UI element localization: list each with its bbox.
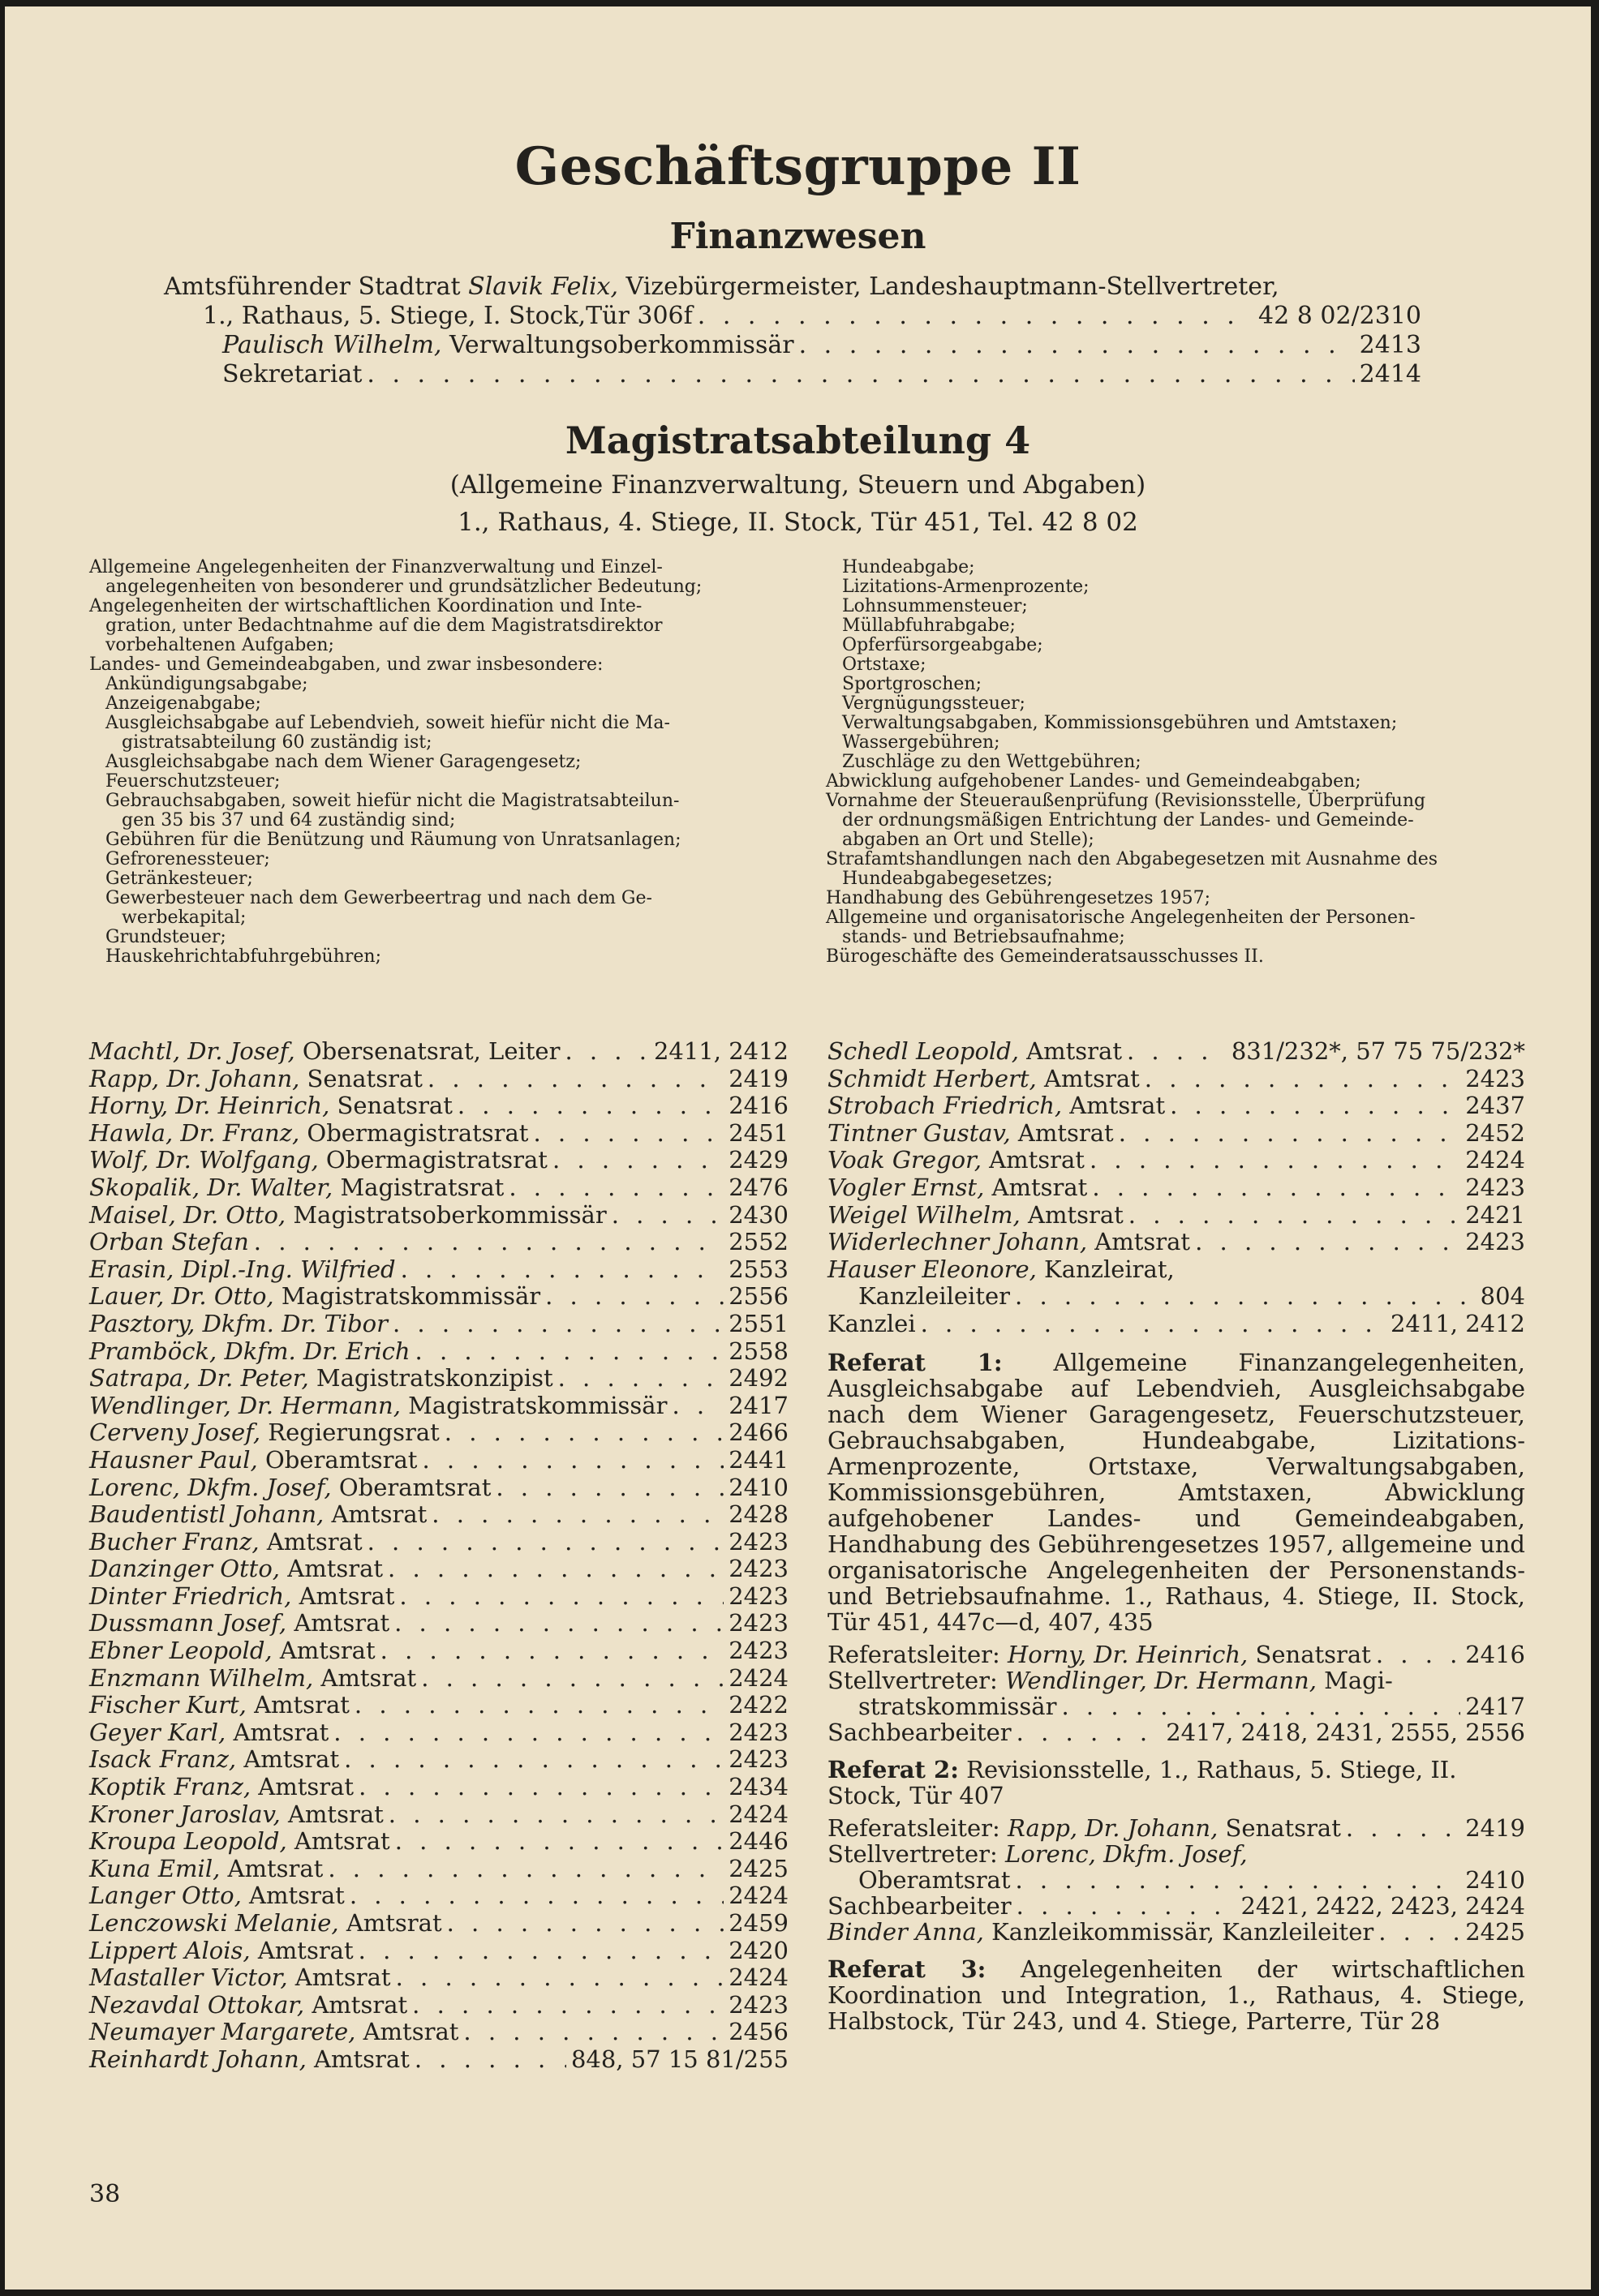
kanzlei-entry: Kanzlei . . . 2411, 2412 (827, 1311, 1525, 1338)
staff-phone: 2553 (729, 1255, 789, 1283)
staff-name: Widerlechner Johann, (827, 1228, 1088, 1256)
staff-title: Amtsrat (246, 1691, 350, 1719)
staff-row (89, 1583, 789, 1611)
staff-name: Machtl, Dr. Josef, (89, 1037, 295, 1065)
staff-phone: 2423 (729, 1527, 789, 1556)
staff-row (89, 1393, 789, 1420)
staff-phone: 2420 (729, 1936, 789, 1964)
staff-title: Amtsrat (259, 1527, 363, 1556)
duty-line: abgaben an Ort und Stelle); (842, 830, 1094, 850)
staff-title: Magistratsrat (333, 1173, 505, 1201)
staff-name: Enzmann Wilhelm, (89, 1663, 314, 1692)
staff-row (89, 1882, 789, 1910)
staff-phone: 2428 (729, 1500, 789, 1529)
staff-row (89, 1719, 789, 1747)
staff-row (89, 1610, 789, 1637)
staff-phone: 2423 (1465, 1173, 1525, 1201)
staff-row (827, 1120, 1525, 1148)
staff-row (89, 1938, 789, 1965)
staff-row (827, 1066, 1525, 1093)
staff-name: Lauer, Dr. Otto, (89, 1282, 274, 1311)
staff-name: Skopalik, Dr. Walter, (89, 1173, 333, 1201)
staff-phone: 2425 (729, 1854, 789, 1882)
staff-phone: 2411, 2412 (653, 1037, 789, 1065)
duty-line: Hundeabgabegesetzes; (842, 869, 1053, 889)
staff-row (89, 1256, 789, 1284)
department-title: Magistratsabteilung 4 (565, 418, 1031, 462)
staff-phone: 2417 (729, 1391, 789, 1419)
staff-title: Oberamtsrat (257, 1445, 418, 1474)
duty-line: Gebrauchsabgaben, soweit hiefür nicht die Magistratsabteilun- (105, 791, 680, 811)
staff-title: Obermagistratsrat (299, 1118, 529, 1147)
staff-phone: 2456 (729, 2018, 789, 2046)
duty-line: Vergnügungssteuer; (842, 693, 1025, 714)
staff-name: Lenczowski Melanie, (89, 1909, 339, 1937)
staff-title: Amtsrat (280, 1800, 384, 1828)
staff-phone: 2452 (1465, 1118, 1525, 1147)
staff-title: Amtsrat (236, 1745, 340, 1774)
staff-name: Wolf, Dr. Wolfgang, (89, 1146, 319, 1174)
staff-row (89, 1637, 789, 1665)
staff-row (827, 1038, 1525, 1066)
staff-title: Magistratskonzipist (308, 1364, 553, 1393)
staff-row (89, 1147, 789, 1174)
duty-line: Opferfürsorgeabgabe; (842, 635, 1043, 655)
staff-name: Geyer Karl, (89, 1718, 226, 1746)
staff-row (89, 1992, 789, 2019)
staff-name: Isack Franz, (89, 1745, 237, 1774)
department-description: (Allgemeine Finanzverwaltung, Steuern und Abgaben) (449, 470, 1146, 500)
staff-name: Pramböck, Dkfm. Dr. Erich (89, 1337, 410, 1365)
staff-name: Ebner Leopold, (89, 1637, 273, 1665)
staff-row (89, 1066, 789, 1093)
staff-phone: 831/232*, 57 75 75/232* (1231, 1037, 1525, 1065)
staff-phone: 2492 (729, 1364, 789, 1393)
duty-line: Anzeigenabgabe; (105, 693, 261, 714)
duty-line: Feuerschutzsteuer; (105, 771, 281, 792)
staff-row (827, 1092, 1525, 1120)
staff-name: Hawla, Dr. Franz, (89, 1118, 300, 1147)
staff-title: Magistratsoberkommissär (286, 1200, 607, 1229)
duty-line: Gebühren für die Benützung und Räumung von Unratsanlagen; (105, 830, 681, 850)
staff-phone: 2423 (729, 1637, 789, 1665)
staff-row (89, 1311, 789, 1338)
staff-name: Schedl Leopold, (827, 1037, 1019, 1065)
duty-line: Bürogeschäfte des Gemeinderatsausschusses II. (826, 946, 1264, 967)
duty-line: Angelegenheiten der wirtschaftlichen Koordination und Inte- (89, 596, 643, 616)
staff-row (89, 1529, 789, 1556)
staff-row (827, 1174, 1525, 1202)
duty-line: Lizitations-Armenprozente; (842, 577, 1090, 597)
staff-name: Bucher Franz, (89, 1527, 260, 1556)
page-title: Geschäftsgruppe II (514, 136, 1081, 197)
duty-line: Hundeabgabe; (842, 557, 975, 577)
staff-title: Amtsrat (1018, 1037, 1122, 1065)
staff-title: Magistratskommissär (400, 1391, 668, 1419)
staff-name: Vogler Ernst, (827, 1173, 985, 1201)
staff-title: Amtsrat (251, 1773, 355, 1801)
stadtrat-block (164, 273, 1421, 389)
duty-line: gration, unter Bedachtnahme auf die dem Magistratsdirektor (105, 616, 663, 636)
staff-phone: 2459 (729, 1909, 789, 1937)
duties-list-right (826, 558, 1532, 967)
staff-name: Nezavdal Ottokar, (89, 1990, 305, 2019)
staff-name: Dinter Friedrich, (89, 1581, 292, 1610)
staff-name: Voak Gregor, (827, 1146, 982, 1174)
staff-title: Obersenatsrat, Leiter (294, 1037, 561, 1065)
staff-title: Amtsrat (324, 1500, 428, 1529)
staff-title: Senatsrat (299, 1064, 423, 1092)
referat-2: Referat 2: Revisionsstelle, 1., Rathaus, 5. Stiege, II. Stock, Tür 407 Referatsleiter: Rapp, Dr. Johann, Senatsrat . . . 2419 Stellvertreter: Lorenc, Dkfm. Josef, Oberamtsrat . . . 2410 Sachbearbeiter . . . 2421, 2422, 2423, 2424 Binder Anna, Kanzleikommissär, Kanzleileiter . . . 2425 (827, 1757, 1525, 1945)
staff-title: Amtsrat (338, 1909, 442, 1937)
staff-row (89, 1665, 789, 1693)
staff-name: Mastaller Victor, (89, 1963, 288, 1992)
duty-line: angelegenheiten von besonderer und grundsätzlicher Bedeutung; (105, 577, 703, 597)
staff-title: Amtsrat (1062, 1092, 1166, 1120)
staff-title: Amtsrat (1010, 1118, 1114, 1147)
staff-row (89, 1501, 789, 1529)
staff-row (89, 1038, 789, 1066)
staff-row (89, 1447, 789, 1474)
staff-phone: 2423 (1465, 1228, 1525, 1256)
staff-title: Amtsrat (250, 1936, 354, 1964)
staff-name: Danzinger Otto, (89, 1555, 281, 1583)
staff-name: Kroupa Leopold, (89, 1827, 287, 1856)
duty-line: Gewerbesteuer nach dem Gewerbeertrag und nach dem Ge- (105, 888, 652, 908)
staff-phone: 2421 (1465, 1200, 1525, 1229)
staff-title: Amtsrat (1036, 1064, 1140, 1092)
staff-row (89, 1283, 789, 1311)
duty-line: Sportgroschen; (842, 674, 982, 694)
staff-title: Regierungsrat (260, 1418, 440, 1447)
staff-row (827, 1202, 1525, 1230)
staff-name: Rapp, Dr. Johann, (89, 1064, 300, 1092)
staff-title: Oberamtsrat (331, 1473, 492, 1501)
stadtrat-line: Amtsführender Stadtrat Slavik Felix, Vizebürgermeister, Landeshauptmann-Stellvertreter, (164, 273, 1279, 301)
duty-line: werbekapital; (122, 908, 247, 928)
duty-line: Lohnsummensteuer; (842, 596, 1028, 616)
staff-name: Tintner Gustav, (827, 1118, 1011, 1147)
staff-title: Obermagistratsrat (318, 1146, 548, 1174)
staff-title: Amtsrat (306, 2045, 410, 2073)
staff-name: Erasin, Dipl.-Ing. Wilfried (89, 1255, 396, 1283)
duty-line: Verwaltungsabgaben, Kommissionsgebühren und Amtstaxen; (842, 713, 1398, 733)
staff-row (89, 1964, 789, 1992)
staff-column-left (89, 1038, 789, 2074)
staff-title: Amtsrat (280, 1555, 384, 1583)
staff-row (89, 1856, 789, 1883)
staff-phone: 2437 (1465, 1092, 1525, 1120)
staff-title: Amtsrat (304, 1990, 408, 2019)
staff-phone: 2424 (729, 1800, 789, 1828)
staff-row (89, 1774, 789, 1801)
staff-name: Koptik Franz, (89, 1773, 251, 1801)
duty-line: gistratsabteilung 60 zuständig ist; (122, 732, 432, 753)
department-address: 1., Rathaus, 4. Stiege, II. Stock, Tür 451, Tel. 42 8 02 (458, 508, 1138, 537)
staff-phone: 2423 (729, 1745, 789, 1774)
staff-row (827, 1147, 1525, 1174)
staff-row (89, 1419, 789, 1447)
staff-name: Dussmann Josef, (89, 1609, 287, 1637)
staff-phone: 2556 (729, 1282, 789, 1311)
staff-phone: 2423 (729, 1609, 789, 1637)
duty-line: Wassergebühren; (842, 732, 1000, 753)
referat-3: Referat 3: Angelegenheiten der wirtschaftlichen Koordination und Integration, 1., Rathaus, 4. Stiege, Halbstock, Tür 243, und 4. Stiege, Parterre, Tür 28 (827, 1955, 1525, 2035)
duty-line: der ordnungsmäßigen Entrichtung der Landes- und Gemeinde- (842, 810, 1414, 830)
staff-phone: 848, 57 15 81/255 (570, 2045, 789, 2073)
staff-name: Schmidt Herbert, (827, 1064, 1037, 1092)
duty-line: Hauskehrichtabfuhrgebühren; (105, 946, 382, 967)
document-page (5, 6, 1591, 2290)
staff-row (89, 1338, 789, 1366)
staff-phone: 2422 (729, 1691, 789, 1719)
staff-phone: 2424 (729, 1882, 789, 1910)
staff-title: Amtsrat (241, 1882, 345, 1910)
staff-name: Reinhardt Johann, (89, 2045, 307, 2073)
staff-title: Amtsrat (313, 1663, 417, 1692)
staff-title: Amtsrat (984, 1173, 1088, 1201)
staff-name: Maisel, Dr. Otto, (89, 1200, 286, 1229)
staff-phone: 2419 (729, 1064, 789, 1092)
referat-1: Referat 1: Allgemeine Finanzangelegenheiten, Ausgleichsabgabe auf Lebendvieh, Ausgleichsabgabe nach dem Wiener Garagengesetz, Feuerschutzsteuer, Gebrauchsabgaben, Hundeabgabe, Lizitations-Armenprozente, Ortstaxe, Verwaltungsabgaben, Kommissionsgebühren, Amtstaxen, Abwicklung aufgehobener Landes- und Gemeindeabgaben, Handhabung des Gebührengesetzes 1957, allgemeine und organisatorische Angelegenheiten der Personenstands- und Betriebsaufnahme. 1., Rathaus, 4. Stiege, II. Stock, Tür 451, 447c—d, 407, 435 Referatsleiter: Horny, Dr. Heinrich, Senatsrat . . . 2416 Stellvertreter: Wendlinger, Dr. Hermann, Magi- stratskommissär . . . 2417 Sachbearbeiter . . . 2417, 2418, 2431, 2555, 2556 (827, 1350, 1525, 1745)
staff-row (89, 2019, 789, 2046)
duty-line: Getränkesteuer; (105, 869, 253, 889)
duty-line: Müllabfuhrabgabe; (842, 616, 1016, 636)
duty-line: Ankündigungsabgabe; (105, 674, 308, 694)
staff-phone: 2558 (729, 1337, 789, 1365)
staff-name: Strobach Friedrich, (827, 1092, 1063, 1120)
staff-title: Amtsrat (1020, 1200, 1124, 1229)
staff-phone: 2551 (729, 1309, 789, 1337)
duty-line: Landes- und Gemeindeabgaben, und zwar insbesondere: (89, 654, 604, 675)
staff-name: Pasztory, Dkfm. Dr. Tibor (89, 1309, 388, 1337)
staff-name: Satrapa, Dr. Peter, (89, 1364, 309, 1393)
staff-phone: 2446 (729, 1827, 789, 1856)
duty-line: vorbehaltenen Aufgaben; (105, 635, 334, 655)
staff-name: Horny, Dr. Heinrich, (89, 1092, 330, 1120)
stadtrat-address-line: 1., Rathaus, 5. Stiege, I. Stock,Tür 306f . . . 42 8 02/2310 (164, 302, 1421, 331)
staff-phone: 2424 (729, 1663, 789, 1692)
staff-title: Amtsrat (226, 1718, 329, 1746)
staff-row (89, 1229, 789, 1256)
staff-phone: 2416 (729, 1092, 789, 1120)
staff-row (89, 1474, 789, 1502)
duty-line: Zuschläge zu den Wettgebühren; (842, 752, 1141, 772)
staff-column-right (827, 1038, 1525, 2034)
staff-phone: 2476 (729, 1173, 789, 1201)
staff-name: Kroner Jaroslav, (89, 1800, 281, 1828)
staff-row (89, 1692, 789, 1719)
staff-phone: 2423 (1465, 1064, 1525, 1092)
staff-phone: 2466 (729, 1418, 789, 1447)
staff-phone: 2552 (729, 1228, 789, 1256)
staff-name: Lippert Alois, (89, 1936, 251, 1964)
staff-phone: 2441 (729, 1445, 789, 1474)
staff-row (827, 1229, 1525, 1256)
duty-line: Allgemeine Angelegenheiten der Finanzverwaltung und Einzel- (89, 557, 663, 577)
duty-line: Strafamtshandlungen nach den Abgabegesetzen mit Ausnahme des (826, 849, 1438, 869)
duty-line: Ausgleichsabgabe auf Lebendvieh, soweit hiefür nicht die Ma- (105, 713, 670, 733)
duty-line: stands- und Betriebsaufnahme; (842, 927, 1125, 947)
staff-phone: 2423 (729, 1581, 789, 1610)
staff-name: Neumayer Margarete, (89, 2018, 356, 2046)
duty-line: gen 35 bis 37 und 64 zuständig sind; (122, 810, 456, 830)
staff-name: Fischer Kurt, (89, 1691, 247, 1719)
staff-phone: 2434 (729, 1773, 789, 1801)
staff-phone: 2410 (729, 1473, 789, 1501)
staff-title: Amtsrat (355, 2018, 459, 2046)
duty-line: Abwicklung aufgehobener Landes- und Gemeindeabgaben; (826, 771, 1361, 792)
duty-line: Ausgleichsabgabe nach dem Wiener Garagengesetz; (105, 752, 582, 772)
staff-title: Amtsrat (286, 1609, 390, 1637)
staff-row (89, 1556, 789, 1583)
staff-row (89, 1120, 789, 1148)
staff-name: Lorenc, Dkfm. Josef, (89, 1473, 332, 1501)
staff-phone: 2429 (729, 1146, 789, 1174)
duty-line: Ortstaxe; (842, 654, 926, 675)
duty-line: Gefrorenessteuer; (105, 849, 270, 869)
staff-title: Amtsrat (287, 1963, 391, 1992)
staff-name: Orban Stefan (89, 1228, 249, 1256)
staff-name: Baudentistl Johann, (89, 1500, 325, 1529)
duty-line: Grundsteuer; (105, 927, 226, 947)
staff-phone: 2430 (729, 1200, 789, 1229)
page-number: 38 (89, 2180, 121, 2208)
staff-name: Cerveny Josef, (89, 1418, 261, 1447)
duty-line: Allgemeine und organisatorische Angelegenheiten der Personen- (826, 908, 1416, 928)
staff-row (89, 1746, 789, 1774)
staff-title: Amtsrat (981, 1146, 1085, 1174)
staff-phone: 2424 (1465, 1146, 1525, 1174)
staff-row (89, 1092, 789, 1120)
staff-phone: 2424 (729, 1963, 789, 1992)
duties-list-left (89, 558, 795, 967)
staff-row (89, 1801, 789, 1829)
staff-phone: 2423 (729, 1990, 789, 2019)
secretary-line: Paulisch Wilhelm, Verwaltungsoberkommissär . . . 2413 (164, 331, 1421, 360)
staff-title: Amtsrat (286, 1827, 390, 1856)
staff-phone: 2451 (729, 1118, 789, 1147)
staff-row (89, 1365, 789, 1393)
staff-title: Amtsrat (272, 1637, 376, 1665)
staff-title: Senatsrat (329, 1092, 453, 1120)
duty-line: Handhabung des Gebührengesetzes 1957; (826, 888, 1210, 908)
staff-name: Wendlinger, Dr. Hermann, (89, 1391, 401, 1419)
staff-name: Langer Otto, (89, 1882, 242, 1910)
staff-name: Hausner Paul, (89, 1445, 258, 1474)
staff-title: Amtsrat (1087, 1228, 1191, 1256)
staff-title: Amtsrat (220, 1854, 324, 1882)
staff-name: Weigel Wilhelm, (827, 1200, 1021, 1229)
staff-phone: 2423 (729, 1555, 789, 1583)
staff-row (89, 1202, 789, 1230)
staff-row (89, 1174, 789, 1202)
staff-title: Amtsrat (291, 1581, 395, 1610)
staff-name: Kuna Emil, (89, 1854, 221, 1882)
staff-phone: 2423 (729, 1718, 789, 1746)
staff-row (89, 1828, 789, 1856)
staff-row (89, 2046, 789, 2074)
page-subtitle: Finanzwesen (669, 216, 926, 257)
hauser-entry: Hauser Eleonore, Kanzleirat, Kanzleileiter . . . 804 (827, 1256, 1525, 1311)
sekretariat-line: Sekretariat . . . 2414 (164, 360, 1421, 389)
duty-line: Vornahme der Steueraußenprüfung (Revisionsstelle, Überprüfung (826, 791, 1426, 811)
staff-title: Magistratskommissär (273, 1282, 541, 1311)
staff-row (89, 1910, 789, 1938)
